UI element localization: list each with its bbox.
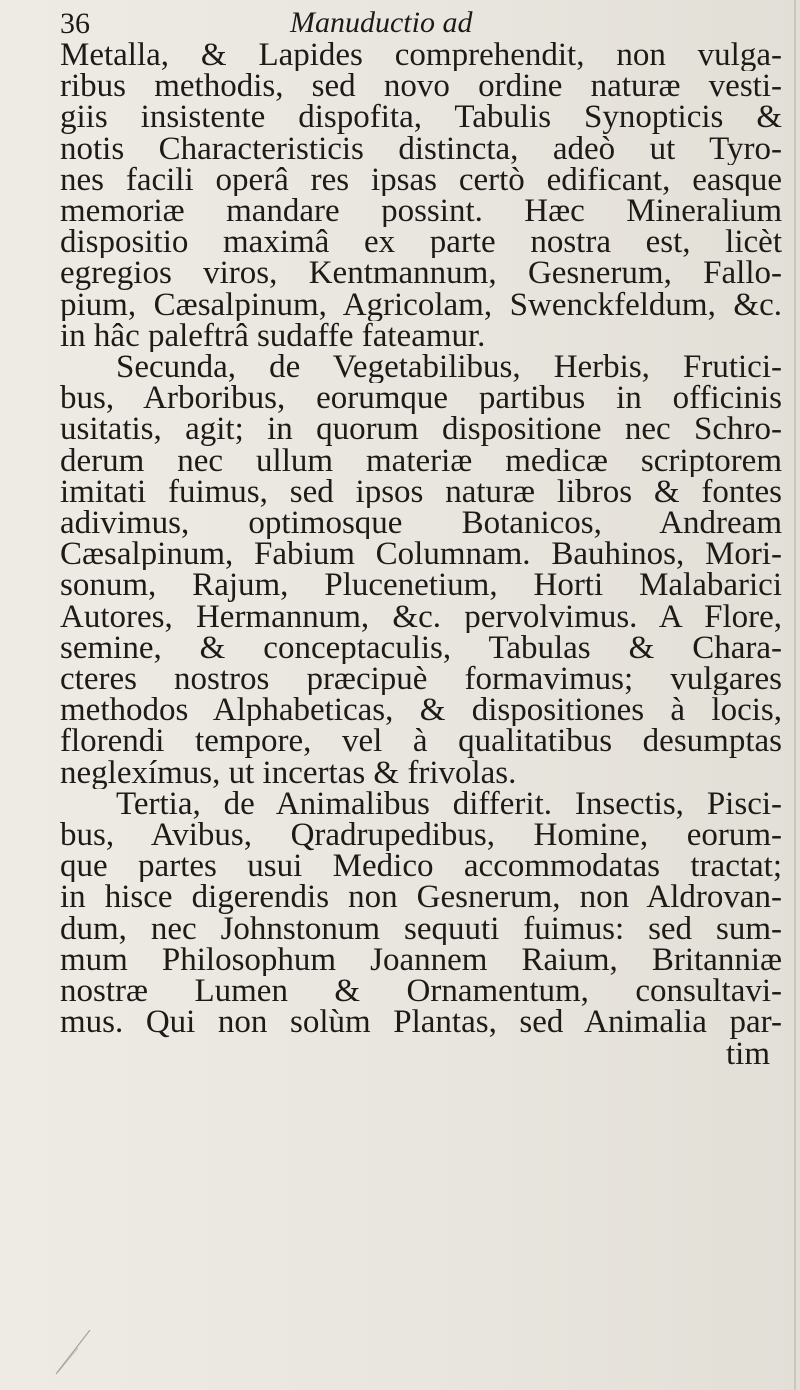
page-edge xyxy=(794,0,796,1390)
text-line: ribus methodis, sed novo ordine naturæ vesti- xyxy=(60,71,782,103)
text-line: mum Philosophum Joannem Raium, Britanniæ xyxy=(60,944,782,977)
text-line: sonum, Rajum, Plucenetium, Horti Malabarici xyxy=(60,570,782,602)
text-line: Metalla, & Lapides comprehendit, non vulga- xyxy=(60,40,782,72)
text-line: mus. Qui non solùm Plantas, sed Animalia par- xyxy=(60,1007,782,1039)
text-line: que partes usui Medico accommodatas tractat; xyxy=(60,851,782,883)
text-line: derum nec ullum materiæ medicæ scriptorem xyxy=(60,445,782,477)
text-line: Cæsalpinum, Fabium Columnam. Bauhinos, Mori- xyxy=(60,539,782,571)
text-line: dum, nec Johnstonum sequuti fuimus: sed sum- xyxy=(60,913,782,945)
text-line: bus, Avibus, Qradrupedibus, Homine, eorum- xyxy=(60,820,782,852)
text-line: pium, Cæsalpinum, Agricolam, Swenckfeldum, &c. xyxy=(60,289,782,321)
text-line: nostræ Lumen & Ornamentum, consultavi- xyxy=(60,976,782,1008)
running-title: Manuductio ad xyxy=(290,6,473,39)
text-line: florendi tempore, vel à qualitatibus desumptas xyxy=(60,726,782,758)
text-line: semine, & conceptaculis, Tabulas & Chara- xyxy=(60,632,782,665)
text-line: nes facili operâ res ipsas certò edificant, easque xyxy=(60,164,782,197)
text-line: Autores, Hermannum, &c. pervolvimus. A Flore, xyxy=(60,601,782,633)
text-line: imitati fuimus, sed ipsos naturæ libros & fontes xyxy=(60,476,782,509)
body-text xyxy=(60,40,790,1070)
page-number: 36 xyxy=(60,7,90,40)
text-line: dispositio maximâ ex parte nostra est, licèt xyxy=(60,227,782,259)
text-line: in hâc paleftrâ sudaffe fateamur. xyxy=(60,320,486,353)
text-line: notis Characteristicis distincta, adeò ut Tyro- xyxy=(60,133,782,165)
page-header xyxy=(60,4,780,44)
text-line: usitatis, agit; in quorum dispositione nec Schro- xyxy=(60,414,782,446)
text-line: bus, Arboribus, eorumque partibus in officinis xyxy=(60,383,782,415)
text-line: methodos Alphabeticas, & dispositiones à locis, xyxy=(60,695,782,727)
text-line: giis insistente dispofita, Tabulis Synopticis & xyxy=(60,102,782,134)
text-line: cteres nostros præcipuè formavimus; vulgares xyxy=(60,664,782,696)
text-line: egregios viros, Kentmannum, Gesnerum, Fallo- xyxy=(60,258,782,290)
text-line: Secunda, de Vegetabilibus, Herbis, Frutici- xyxy=(116,352,782,384)
text-line: Tertia, de Animalibus differit. Insectis, Pisci- xyxy=(116,788,782,821)
text-line: neglexímus, ut incertas & frivolas. xyxy=(60,757,517,789)
catchword: tim xyxy=(725,1038,770,1070)
pen-stroke-mark xyxy=(50,1320,110,1380)
text-line: adivimus, optimosque Botanicos, Andream xyxy=(60,508,782,540)
text-line: memoriæ mandare possint. Hæc Mineralium xyxy=(60,196,782,228)
text-line: in hisce digerendis non Gesnerum, non Aldrovan- xyxy=(60,882,782,914)
